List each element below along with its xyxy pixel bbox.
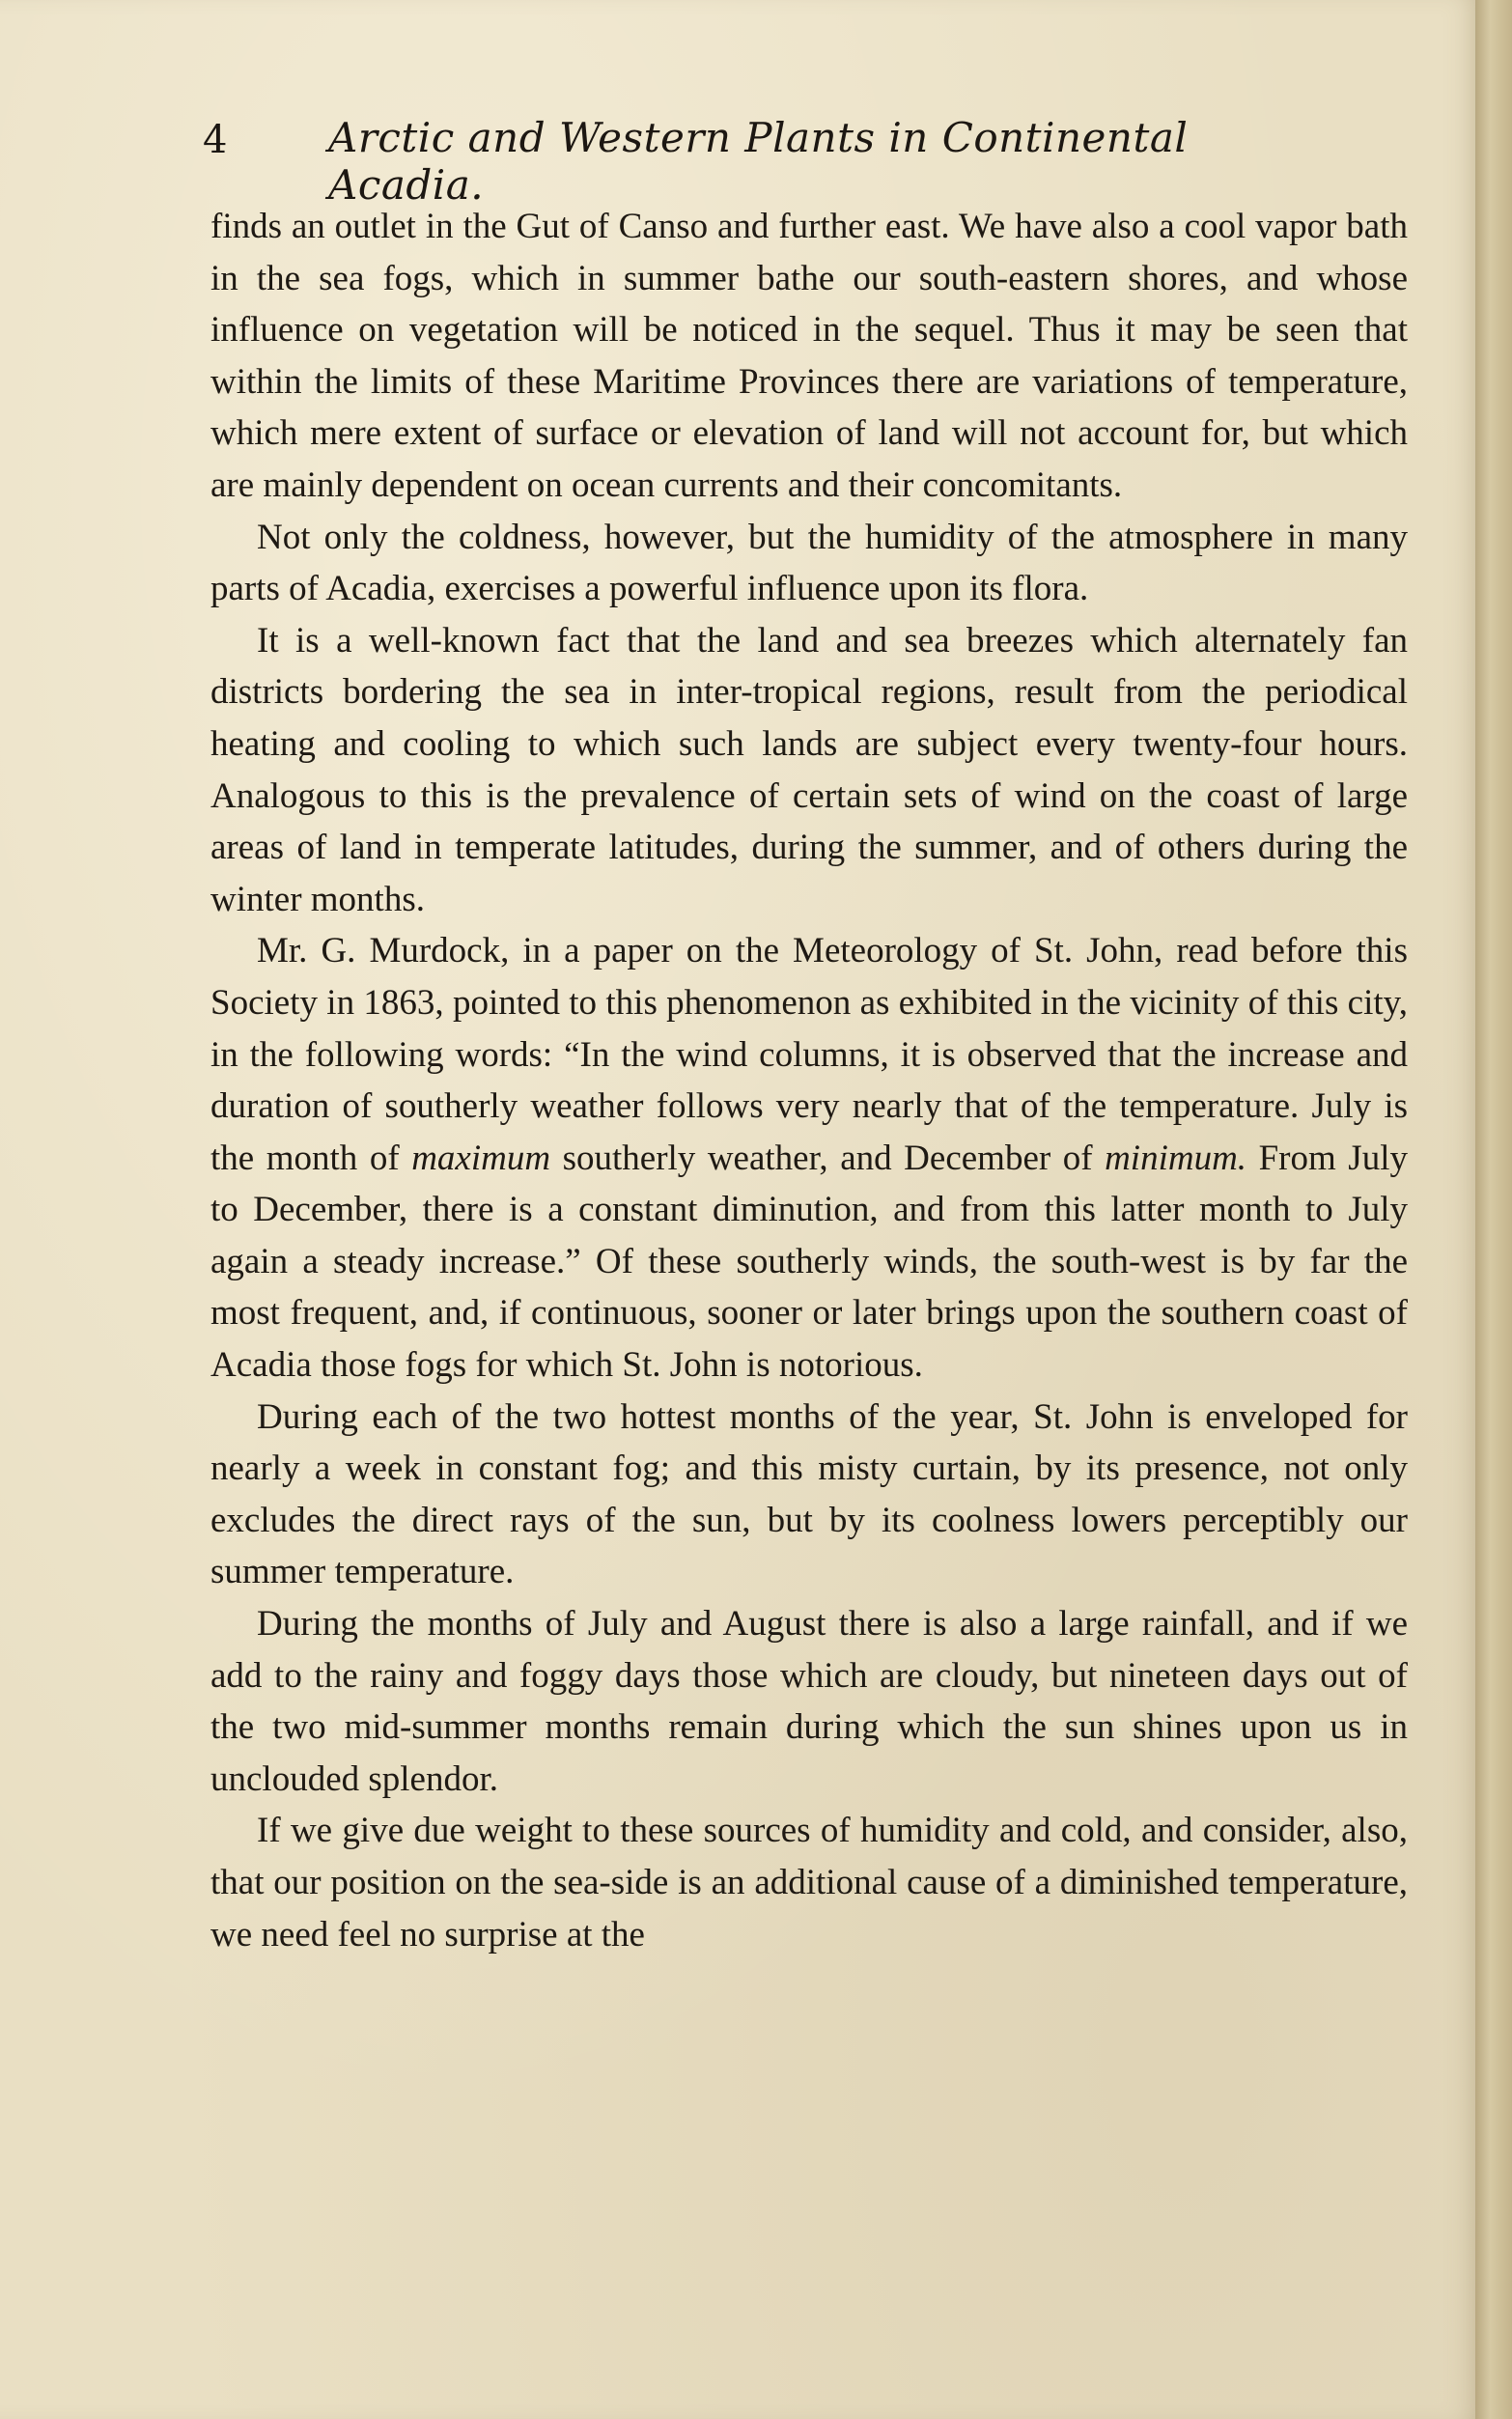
- running-title: Arctic and Western Plants in Continental Acadia.: [328, 114, 1189, 209]
- page-header: [203, 114, 1294, 209]
- paragraph-2: Not only the coldness, however, but the humidity of the atmosphere in many parts of Acadia, exercises a powerful influence upon its flora.: [210, 517, 1408, 609]
- paragraph-4-part-3: From July to December, there is a constant diminution, and from this latter month to July again a steady increase.” Of these southerly winds, the south-west is by far the most frequent, and, if continuous, sooner or later brings upon the southern coast of Acadia those fogs for which St. John is notorious.: [210, 1138, 1408, 1386]
- paragraph-4-part-1: Mr. G. Murdock, in a paper on the Meteorology of St. John, read before this Society in 1863, pointed to this phenomenon as exhibited in the vicinity of this city, in the following words: “In the wind columns, it is observed that the increase and duration of southerly weather follows very nearly that of the temperature. July is the month of: [210, 931, 1408, 1178]
- book-gutter: [1475, 0, 1512, 2419]
- paragraph-5: During each of the two hottest months of the year, St. John is enveloped for nearly a week in constant fog; and this misty curtain, by its presence, not only excludes the direct rays of the sun, but by its coolness lowers perceptibly our summer temperature.: [210, 1396, 1408, 1592]
- body-text: [210, 201, 1408, 1960]
- paragraph-1: finds an outlet in the Gut of Canso and further east. We have also a cool vapor bath in the sea fogs, which in summer bathe our south-eastern shores, and whose influence on vegetation will be noticed in the sequel. Thus it may be seen that within the limits of these Maritime Provinces there are variations of temperature, which mere extent of surface or elevation of land will not account for, but which are mainly dependent on ocean currents and their concomitants.: [210, 207, 1408, 505]
- paragraph-6: During the months of July and August there is also a large rainfall, and if we add to the rainy and foggy days those which are cloudy, but nineteen days out of the two mid-summer months remain during which the sun shines upon us in unclouded splendor.: [210, 1604, 1408, 1799]
- emphasis-minimum: minimum.: [1105, 1138, 1247, 1178]
- paragraph-4: [210, 925, 1408, 1391]
- paragraph-7: If we give due weight to these sources of humidity and cold, and consider, also, that our position on the sea-side is an additional cause of a diminished temperature, we need feel no surprise at the: [210, 1811, 1408, 1955]
- paragraph-3: It is a well-known fact that the land and sea breezes which alternately fan districts bordering the sea in inter-tropical regions, result from the periodical heating and cooling to which such lands are subject every twenty-four hours. Analogous to this is the prevalence of certain sets of wind on the coast of large areas of land in temperate latitudes, during the summer, and of others during the winter months.: [210, 620, 1408, 919]
- emphasis-maximum: maximum: [411, 1138, 551, 1178]
- paragraph-4-part-2: southerly weather, and December of: [550, 1138, 1106, 1178]
- page-number: 4: [203, 118, 228, 162]
